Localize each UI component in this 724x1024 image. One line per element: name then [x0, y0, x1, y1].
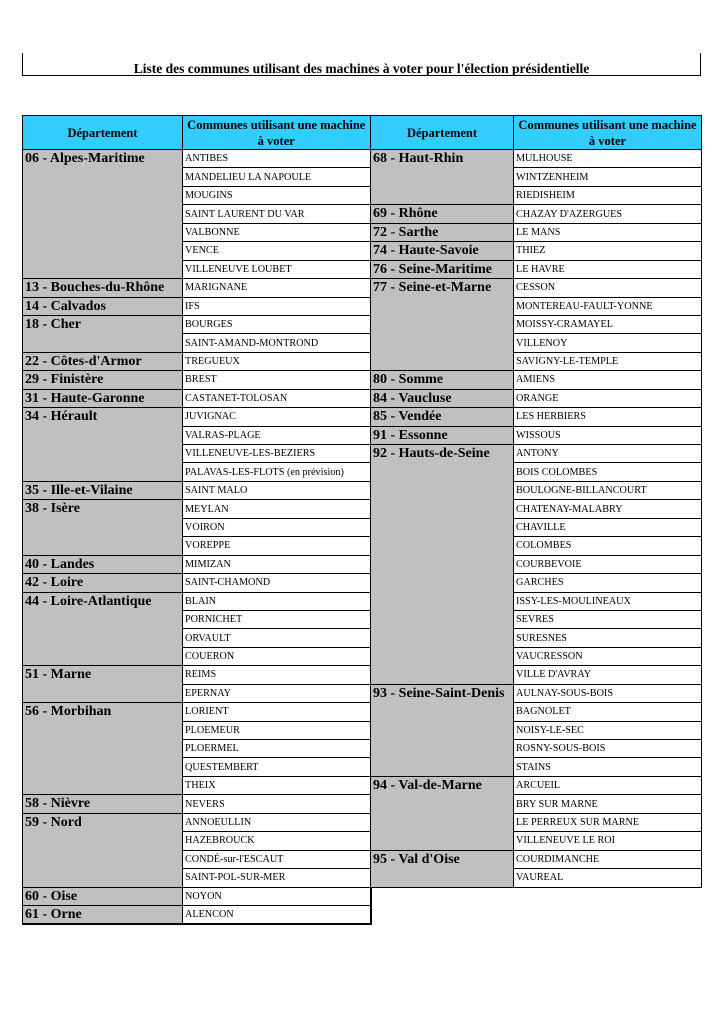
table-row — [23, 887, 371, 905]
table-row — [371, 850, 702, 868]
commune-cell: VENCE — [183, 242, 371, 260]
table-row — [23, 555, 371, 573]
table-row — [371, 408, 702, 426]
commune-cell: MOISSY-CRAMAYEL — [514, 315, 702, 333]
commune-cell: VALBONNE — [183, 223, 371, 241]
right-table — [370, 115, 702, 888]
commune-cell: MARIGNANE — [183, 279, 371, 297]
table-row — [23, 574, 371, 592]
table-row — [23, 150, 371, 168]
header-departement: Département — [23, 116, 183, 150]
commune-cell: VOREPPE — [183, 537, 371, 555]
table-row — [23, 905, 371, 924]
department-cell: 34 - Hérault — [23, 408, 183, 482]
department-cell: 95 - Val d'Oise — [371, 850, 514, 887]
commune-cell: CHATENAY-MALABRY — [514, 500, 702, 518]
table-row — [371, 260, 702, 278]
department-cell: 80 - Somme — [371, 371, 514, 389]
commune-cell: COLOMBES — [514, 537, 702, 555]
commune-cell: LE MANS — [514, 223, 702, 241]
header-communes: Communes utilisant une machine à voter — [183, 116, 371, 150]
department-cell: 93 - Seine-Saint-Denis — [371, 684, 514, 776]
commune-cell: MEYLAN — [183, 500, 371, 518]
department-cell: 74 - Haute-Savoie — [371, 242, 514, 260]
commune-cell: LORIENT — [183, 703, 371, 721]
left-table — [22, 115, 372, 925]
commune-cell: WINTZENHEIM — [514, 168, 702, 186]
header-communes: Communes utilisant une machine à voter — [514, 116, 702, 150]
header-row — [371, 116, 702, 150]
commune-cell: LES HERBIERS — [514, 408, 702, 426]
table-row — [23, 389, 371, 407]
commune-cell: CHAZAY D'AZERGUES — [514, 205, 702, 223]
commune-cell: GARCHES — [514, 574, 702, 592]
table-row — [23, 481, 371, 499]
department-cell: 13 - Bouches-du-Rhône — [23, 279, 183, 297]
header-departement: Département — [371, 116, 514, 150]
department-cell: 22 - Côtes-d'Armor — [23, 352, 183, 370]
commune-cell: SEVRES — [514, 610, 702, 628]
commune-cell: IFS — [183, 297, 371, 315]
department-cell: 92 - Hauts-de-Seine — [371, 445, 514, 685]
table-row — [23, 592, 371, 610]
commune-cell: CHAVILLE — [514, 518, 702, 536]
commune-cell: ORANGE — [514, 389, 702, 407]
table-row — [371, 389, 702, 407]
table-row — [371, 223, 702, 241]
commune-cell: PLOERMEL — [183, 740, 371, 758]
commune-cell: REIMS — [183, 666, 371, 684]
table-row — [23, 279, 371, 297]
commune-cell: BAGNOLET — [514, 703, 702, 721]
commune-cell: CONDÉ-sur-l'ESCAUT — [183, 850, 371, 868]
table-row — [371, 150, 702, 168]
commune-cell: BREST — [183, 371, 371, 389]
commune-cell: THEIX — [183, 776, 371, 794]
table-row — [23, 666, 371, 684]
department-cell: 94 - Val-de-Marne — [371, 776, 514, 850]
commune-cell: ROSNY-SOUS-BOIS — [514, 740, 702, 758]
right-table-body — [371, 150, 702, 888]
department-cell: 06 - Alpes-Maritime — [23, 150, 183, 279]
department-cell: 91 - Essonne — [371, 426, 514, 444]
table-row — [371, 279, 702, 297]
commune-cell: JUVIGNAC — [183, 408, 371, 426]
commune-cell: BOIS COLOMBES — [514, 463, 702, 481]
department-cell: 68 - Haut-Rhin — [371, 150, 514, 205]
commune-cell: MONTEREAU-FAULT-YONNE — [514, 297, 702, 315]
header-row — [23, 116, 371, 150]
commune-cell: ORVAULT — [183, 629, 371, 647]
left-table-body — [23, 150, 371, 925]
commune-cell: PORNICHET — [183, 610, 371, 628]
commune-cell: ANTIBES — [183, 150, 371, 168]
commune-cell: VILLENEUVE LOUBET — [183, 260, 371, 278]
department-cell: 35 - Ille-et-Vilaine — [23, 481, 183, 499]
commune-cell: STAINS — [514, 758, 702, 776]
commune-cell: NOYON — [183, 887, 371, 905]
commune-cell: VILLE D'AVRAY — [514, 666, 702, 684]
commune-cell: SAINT-AMAND-MONTROND — [183, 334, 371, 352]
department-cell: 38 - Isère — [23, 500, 183, 555]
commune-cell: ANTONY — [514, 445, 702, 463]
commune-cell: NEVERS — [183, 795, 371, 813]
commune-cell: SAINT-POL-SUR-MER — [183, 869, 371, 887]
commune-cell: THIEZ — [514, 242, 702, 260]
commune-cell: CASTANET-TOLOSAN — [183, 389, 371, 407]
department-cell: 84 - Vaucluse — [371, 389, 514, 407]
commune-cell: AULNAY-SOUS-BOIS — [514, 684, 702, 702]
page-title: Liste des communes utilisant des machines à voter pour l'élection présidentielle — [133, 61, 590, 76]
department-cell: 31 - Haute-Garonne — [23, 389, 183, 407]
commune-cell: MIMIZAN — [183, 555, 371, 573]
commune-cell: MULHOUSE — [514, 150, 702, 168]
department-cell: 29 - Finistère — [23, 371, 183, 389]
commune-cell: VILLENEUVE LE ROI — [514, 832, 702, 850]
table-row — [371, 371, 702, 389]
commune-cell: VAUCRESSON — [514, 647, 702, 665]
commune-cell: LE HAVRE — [514, 260, 702, 278]
department-cell: 61 - Orne — [23, 905, 183, 924]
commune-cell: NOISY-LE-SEC — [514, 721, 702, 739]
commune-cell: ARCUEIL — [514, 776, 702, 794]
commune-cell: BRY SUR MARNE — [514, 795, 702, 813]
commune-cell: VALRAS-PLAGE — [183, 426, 371, 444]
department-cell: 85 - Vendée — [371, 408, 514, 426]
table-row — [23, 297, 371, 315]
commune-cell: HAZEBROUCK — [183, 832, 371, 850]
commune-cell: WISSOUS — [514, 426, 702, 444]
table-row — [23, 813, 371, 831]
commune-cell: COURBEVOIE — [514, 555, 702, 573]
commune-cell: MANDELIEU LA NAPOULE — [183, 168, 371, 186]
commune-cell: MOUGINS — [183, 186, 371, 204]
commune-cell: VOIRON — [183, 518, 371, 536]
commune-cell: BLAIN — [183, 592, 371, 610]
commune-cell: ALENCON — [183, 905, 371, 924]
department-cell: 44 - Loire-Atlantique — [23, 592, 183, 666]
commune-cell: ANNOEULLIN — [183, 813, 371, 831]
table-row — [23, 352, 371, 370]
department-cell: 69 - Rhône — [371, 205, 514, 223]
commune-cell: SAVIGNY-LE-TEMPLE — [514, 352, 702, 370]
department-cell: 51 - Marne — [23, 666, 183, 703]
commune-cell: COUERON — [183, 647, 371, 665]
table-row — [23, 500, 371, 518]
commune-cell: EPERNAY — [183, 684, 371, 702]
department-cell: 72 - Sarthe — [371, 223, 514, 241]
department-cell: 40 - Landes — [23, 555, 183, 573]
commune-cell: CESSON — [514, 279, 702, 297]
table-row — [23, 371, 371, 389]
commune-cell: COURDIMANCHE — [514, 850, 702, 868]
commune-cell: SAINT LAURENT DU VAR — [183, 205, 371, 223]
table-row — [371, 445, 702, 463]
commune-cell: SURESNES — [514, 629, 702, 647]
commune-cell: TREGUEUX — [183, 352, 371, 370]
title-box — [22, 53, 701, 76]
table-row — [23, 408, 371, 426]
commune-cell: ISSY-LES-MOULINEAUX — [514, 592, 702, 610]
commune-cell: LE PERREUX SUR MARNE — [514, 813, 702, 831]
table-row — [371, 242, 702, 260]
table-row — [371, 205, 702, 223]
department-cell: 42 - Loire — [23, 574, 183, 592]
department-cell: 58 - Nièvre — [23, 795, 183, 813]
commune-cell: BOULOGNE-BILLANCOURT — [514, 481, 702, 499]
department-cell: 18 - Cher — [23, 315, 183, 352]
table-row — [23, 795, 371, 813]
commune-cell: PALAVAS-LES-FLOTS (en prévision) — [183, 463, 371, 481]
commune-cell: RIEDISHEIM — [514, 186, 702, 204]
commune-cell: QUESTEMBERT — [183, 758, 371, 776]
commune-cell: VILLENOY — [514, 334, 702, 352]
commune-cell: VILLENEUVE-LES-BEZIERS — [183, 445, 371, 463]
commune-cell: AMIENS — [514, 371, 702, 389]
department-cell: 77 - Seine-et-Marne — [371, 279, 514, 371]
department-cell: 76 - Seine-Maritime — [371, 260, 514, 278]
department-cell: 60 - Oise — [23, 887, 183, 905]
commune-cell: SAINT MALO — [183, 481, 371, 499]
table-row — [371, 684, 702, 702]
table-row — [23, 703, 371, 721]
table-row — [371, 776, 702, 794]
table-row — [371, 426, 702, 444]
department-cell: 14 - Calvados — [23, 297, 183, 315]
commune-cell: SAINT-CHAMOND — [183, 574, 371, 592]
department-cell: 59 - Nord — [23, 813, 183, 887]
commune-cell: VAUREAL — [514, 869, 702, 887]
commune-cell: PLOEMEUR — [183, 721, 371, 739]
table-row — [23, 315, 371, 333]
commune-cell: BOURGES — [183, 315, 371, 333]
department-cell: 56 - Morbihan — [23, 703, 183, 795]
